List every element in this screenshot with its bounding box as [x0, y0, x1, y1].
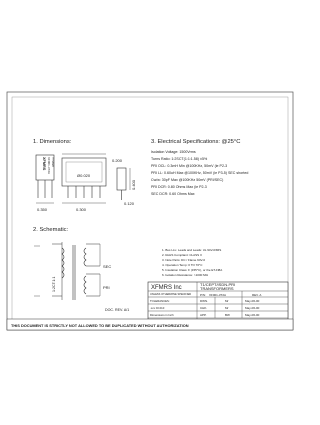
- schematic-ratio: 1:2CT:1:1: [52, 276, 56, 292]
- app-label: APP.: [200, 313, 207, 317]
- spec-line: PRI LL: 0.60uH Max @100KHz, 50mV (ie P3-5) SEC shorted: [151, 171, 249, 175]
- spec-line: PRI DCR: 0.80 Ohms Max (ie P2-3: [151, 185, 207, 189]
- schematic-header: 2. Schematic:: [33, 227, 69, 233]
- unless-specified: UNLESS OTHERWISE SPECIFIED: [150, 293, 192, 296]
- title-block: [148, 282, 288, 325]
- note-line: 2. RoHS Compliant: CLASS II: [162, 253, 202, 257]
- note-line: 1. Bus LLL: Leads and Leads: UL 94V-0/MIS: [162, 248, 222, 252]
- dim-lead-spacing-top: 0.200: [112, 158, 123, 163]
- footer-notice: THIS DOCUMENT IS STRICTLY NOT ALLOWED TO BE DUPLICATED WITHOUT AUTHORIZATION: [11, 323, 189, 328]
- dim-body-width: 0.350: [37, 207, 48, 212]
- note-line: 6. Isolation Resistance: >1000 MΩ: [162, 273, 208, 277]
- tolerances-label: TOLERANCES:: [150, 299, 170, 303]
- title-line-2: TRANSFORMERS: [200, 286, 234, 291]
- spec-line: Cw/w: 30pF Max @100KHz 50mV (PRI/SEC): [151, 178, 224, 182]
- company-name: XFMRS Inc: [151, 285, 182, 291]
- tolerance-value: .xxx ±0.010: [150, 306, 165, 310]
- dim-row-spacing: 0.300: [76, 207, 87, 212]
- dwn-by: Mr: [225, 299, 229, 303]
- dwn-date: May-06-00: [245, 299, 260, 303]
- note-line: 5. Insulation Class: F (155°C), or the ET-Fl8A: [162, 268, 223, 272]
- app-date: May-06-00: [245, 313, 260, 317]
- spec-line: SEC DCR: 0.60 Ohms Max: [151, 192, 195, 196]
- title-line-1: T1/CEPT/ISDN-PRI: [200, 282, 236, 287]
- schematic-pri-label: PRI: [103, 285, 110, 290]
- spec-line: PRI OCL: 0.3mH Min @100KHz, 50mV (ie P2-3: [151, 164, 228, 168]
- dim-lead-length: 0.120: [124, 201, 135, 206]
- spec-line: Isolation Voltage: 1500Vrms: [151, 150, 196, 154]
- note-line: 4. Operation Temp: 0 TO 70°C: [162, 263, 203, 267]
- dimensions-unit: Dimensions in Inch: [150, 313, 174, 317]
- dimensions-header: 1. Dimensions:: [33, 139, 72, 145]
- dim-body-height: 0.400: [131, 179, 136, 190]
- revision: REV. A: [252, 293, 262, 297]
- marking-date: YYWW: [51, 157, 55, 167]
- chk-label: CHK.: [200, 306, 208, 310]
- marking-brand: XFMRS: [42, 157, 46, 171]
- electrical-header: 3. Electrical Specifications: @25°C: [151, 139, 241, 145]
- dim-lead-diameter: Ø0.020: [77, 173, 91, 178]
- app-by: BW: [225, 313, 230, 317]
- marking-part: XF001-3T2A: [47, 157, 51, 175]
- spec-line: Turns Ratio: 1:2SCT(1:1:1.58) ±5%: [151, 157, 208, 161]
- chk-by: Mr: [225, 306, 229, 310]
- chk-date: May-06-00: [245, 306, 260, 310]
- note-line: 3. Note Parts: DC / Flame 94V-0: [162, 258, 206, 262]
- pn-value: XF001-3T2A: [209, 293, 227, 297]
- doc-revision: DOC. REV. A/1: [105, 308, 130, 312]
- dwn-label: DWN.: [200, 299, 208, 303]
- schematic-sec-label: SEC: [103, 264, 112, 269]
- pn-label: P/N:: [200, 293, 206, 297]
